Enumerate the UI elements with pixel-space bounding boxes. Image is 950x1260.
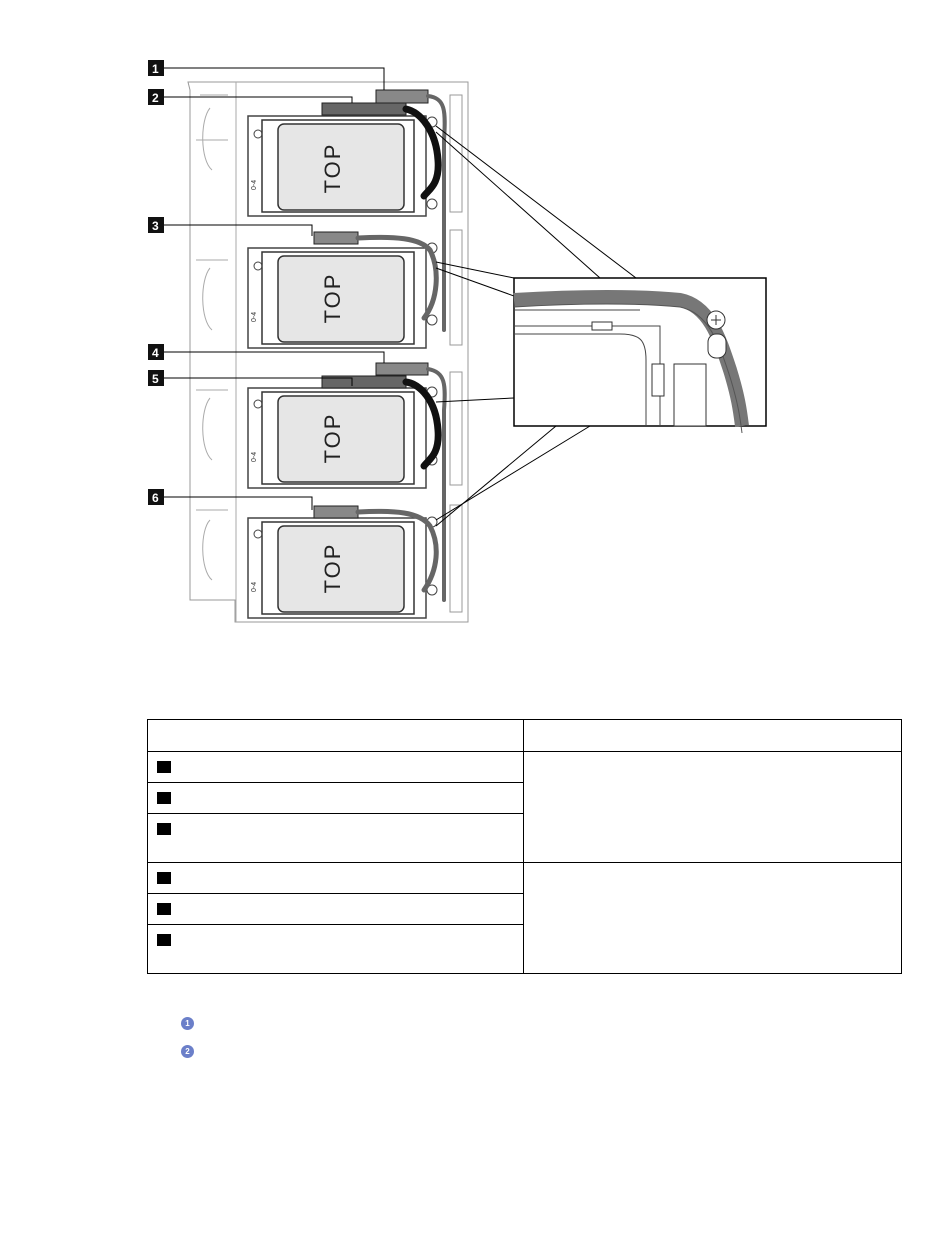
callout-1-icon <box>157 761 171 773</box>
drive-top-label: TOP <box>320 412 345 464</box>
svg-text:3: 3 <box>152 219 159 233</box>
step-1-icon: 1 <box>181 1017 194 1030</box>
callout-5-icon <box>157 903 171 915</box>
drive-top-label: TOP <box>320 272 345 324</box>
bay-label: 0-4 <box>251 311 258 322</box>
svg-text:4: 4 <box>152 346 159 360</box>
callout-6-icon <box>157 934 171 946</box>
callout-5 <box>148 370 164 386</box>
drive-2 <box>248 243 437 348</box>
callout-2 <box>148 89 164 105</box>
svg-text:5: 5 <box>152 372 159 386</box>
drive-1 <box>248 116 437 216</box>
callout-4-icon <box>157 872 171 884</box>
bay-label: 0-4 <box>251 451 258 462</box>
zoom-detail-panel <box>514 278 766 433</box>
callout-3-icon <box>157 823 171 835</box>
bay-label: 0-4 <box>251 581 258 592</box>
table-header-cell <box>524 720 902 752</box>
table-row <box>148 863 902 894</box>
table-row <box>148 752 902 783</box>
callout-6 <box>148 489 164 505</box>
table-merged-cell <box>524 752 902 863</box>
drive-top-label: TOP <box>320 542 345 594</box>
svg-text:6: 6 <box>152 491 159 505</box>
callout-4 <box>148 344 164 360</box>
table-header-cell <box>148 720 524 752</box>
bay-label: 0-4 <box>251 179 258 190</box>
drive-top-label: TOP <box>320 142 345 194</box>
svg-text:2: 2 <box>152 91 159 105</box>
drive-3 <box>248 387 437 488</box>
drive-4 <box>248 517 437 618</box>
step-2-icon: 2 <box>181 1045 194 1058</box>
table-header-row <box>148 720 902 752</box>
callout-3 <box>148 217 164 233</box>
cable-table <box>147 719 902 974</box>
table-merged-cell <box>524 863 902 974</box>
callout-2-icon <box>157 792 171 804</box>
svg-text:1: 1 <box>152 62 159 76</box>
callout-1 <box>148 60 164 76</box>
